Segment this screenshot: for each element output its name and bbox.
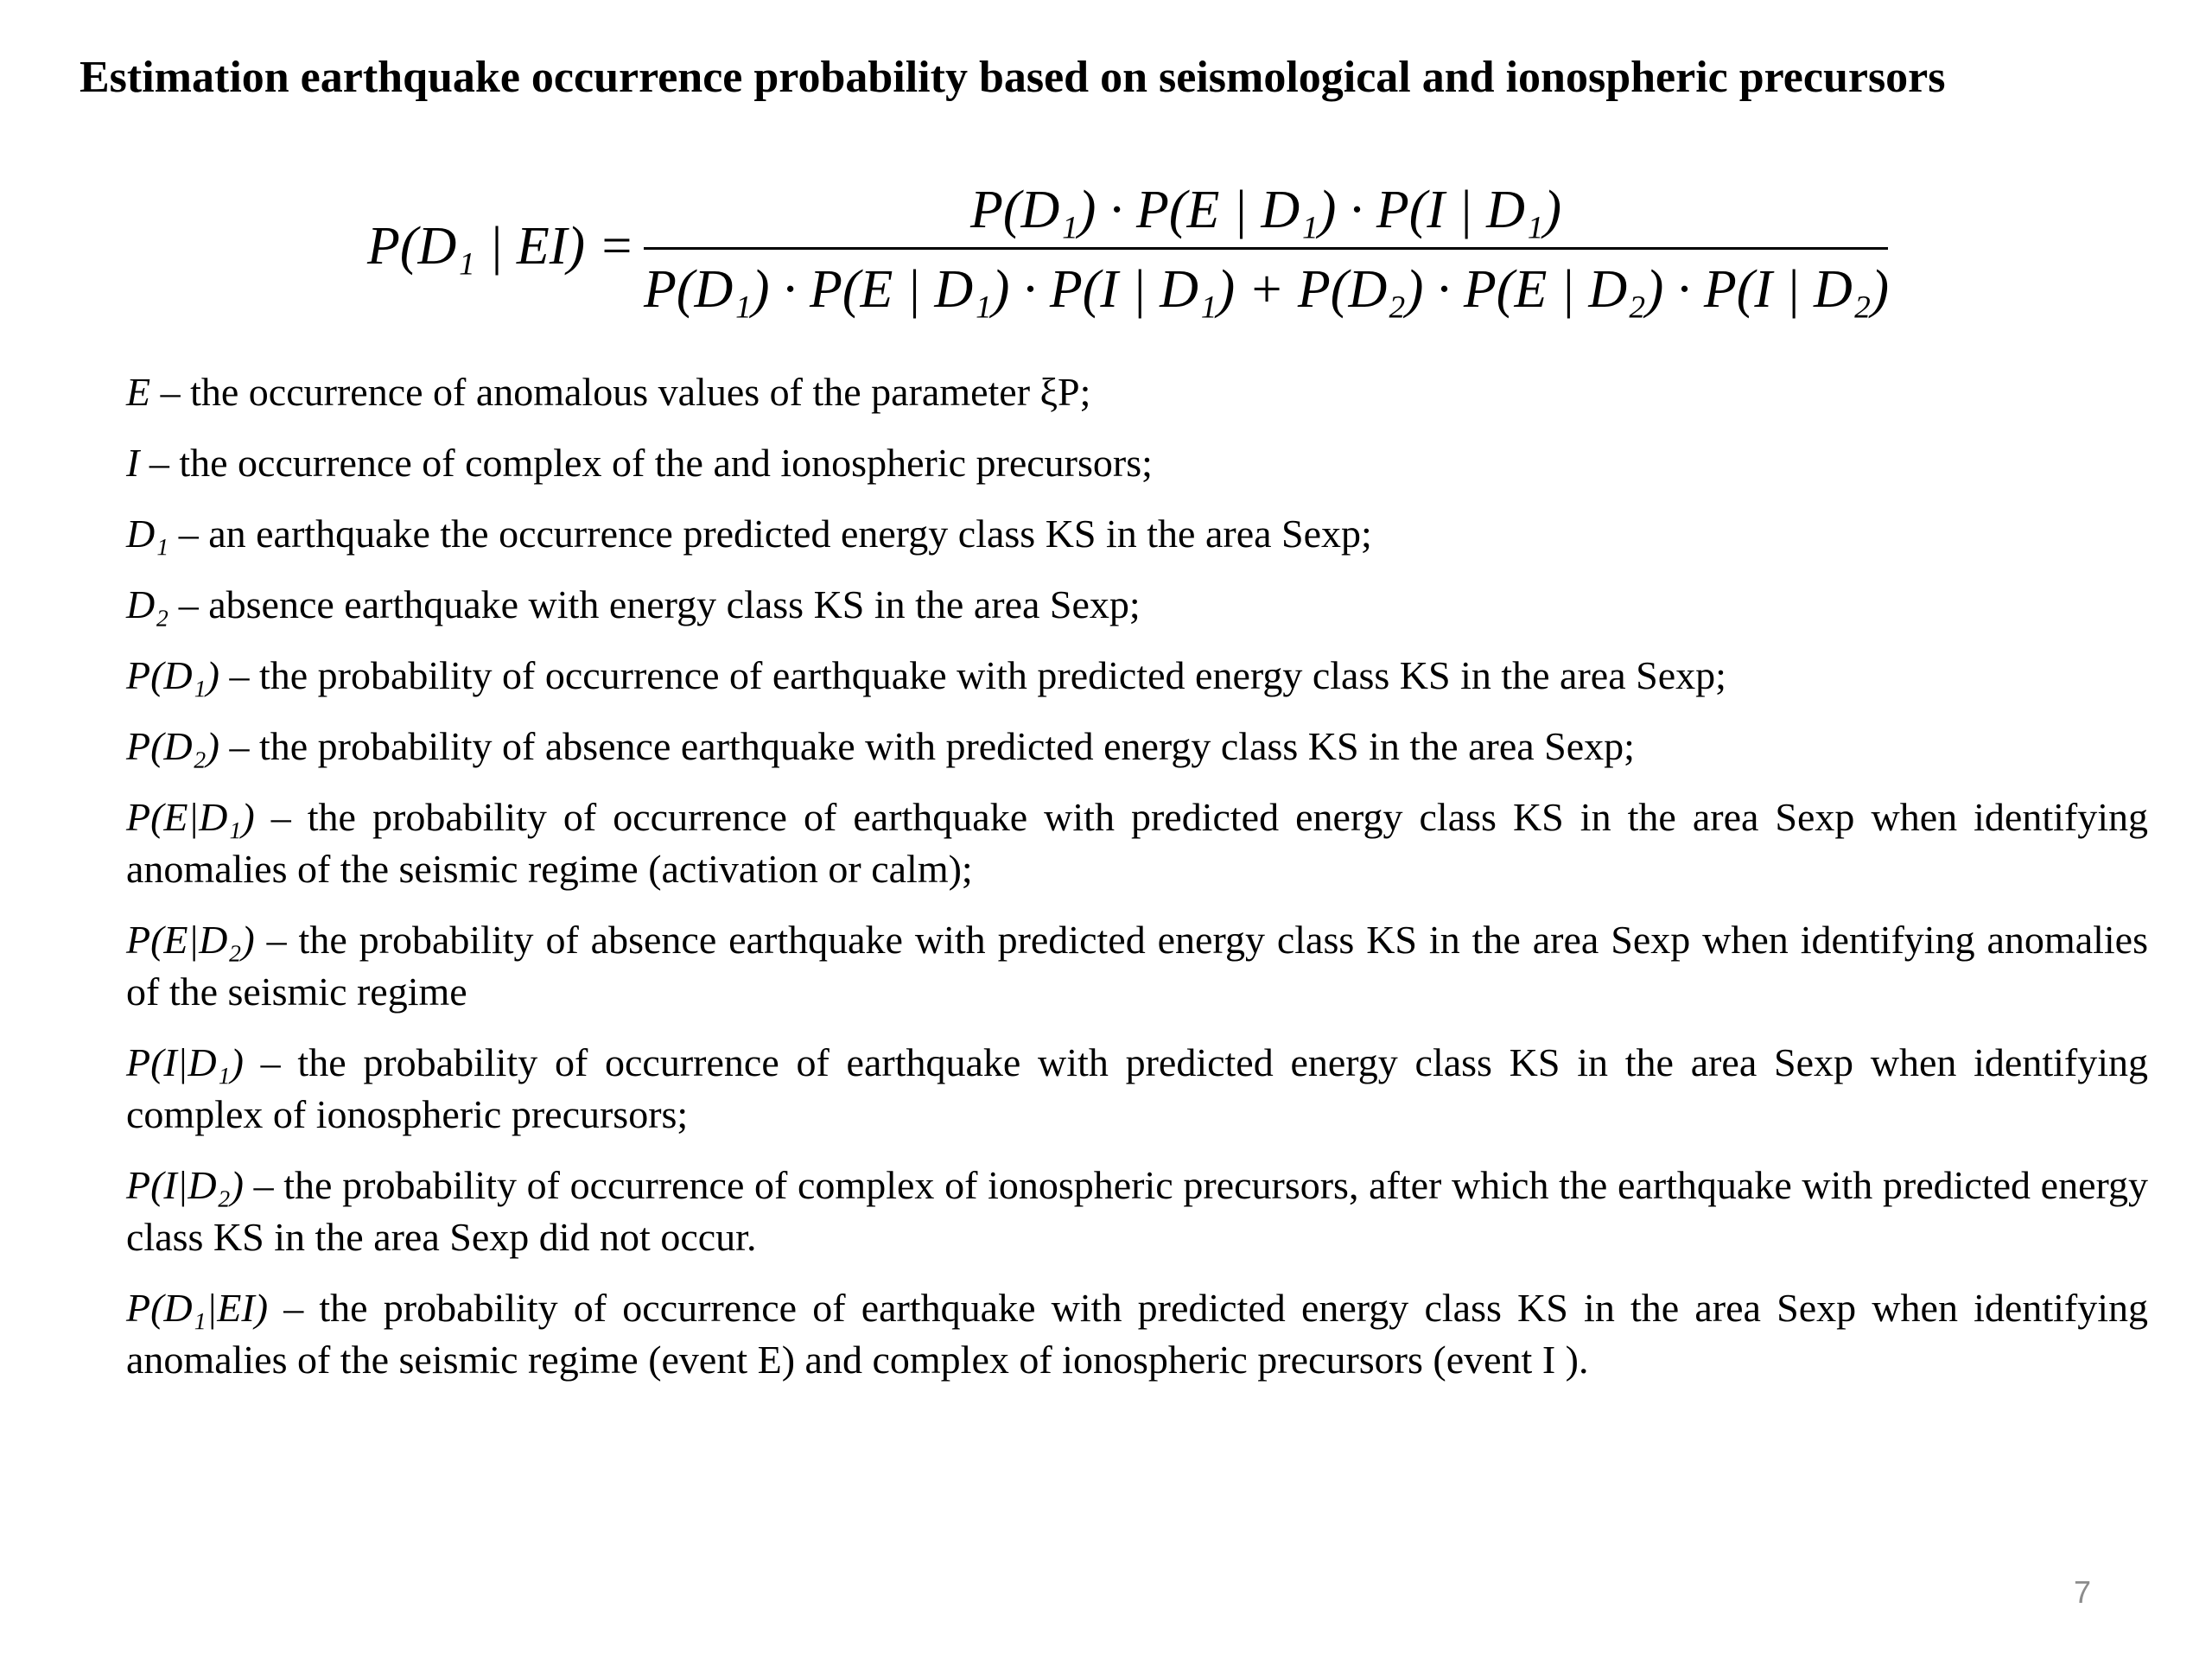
- definition-text: – the occurrence of complex of the and ionospheric precursors;: [139, 441, 1153, 485]
- definition-symbol: P(D₂): [126, 724, 219, 768]
- fraction-bar: [644, 247, 1888, 250]
- definition-symbol: E: [126, 370, 151, 414]
- definition-p-d2: [126, 721, 2148, 772]
- bayes-formula: [367, 173, 1888, 337]
- definition-text: – the occurrence of anomalous values of the parameter ξP;: [150, 370, 1091, 414]
- definition-symbol: P(D₁): [126, 653, 219, 697]
- formula-fraction: [644, 173, 1888, 337]
- definition-text: – the probability of occurrence of earthquake with predicted energy class KS in the area Sexp when identifying anomalies of the seismic regime (event E) and complex of ionospheric precursors (event I ).: [126, 1286, 2148, 1382]
- definition-d1: [126, 508, 2148, 560]
- definition-text: – the probability of occurrence of earthquake with predicted energy class KS in the area Sexp when identifying complex of ionospheric precursors;: [126, 1040, 2148, 1136]
- definition-text: – the probability of absence earthquake with predicted energy class KS in the area Sexp;: [219, 724, 1635, 768]
- definition-text: – an earthquake the occurrence predicted energy class KS in the area Sexp;: [168, 512, 1372, 556]
- definition-symbol: P(E|D₁): [126, 795, 255, 839]
- definition-symbol: I: [126, 441, 140, 485]
- definition-symbol: D₂: [126, 582, 169, 626]
- definition-e: [126, 366, 2148, 418]
- definition-symbol: P(I|D₁): [126, 1040, 244, 1084]
- definition-symbol: P(D₁|EI): [126, 1286, 269, 1330]
- definition-d2: [126, 579, 2148, 631]
- definition-p-e-d1: [126, 791, 2148, 895]
- definition-text: – the probability of absence earthquake with predicted energy class KS in the area Sexp when identifying anomalies of the seismic regime: [126, 918, 2148, 1014]
- page-number: 7: [2073, 1574, 2091, 1610]
- definition-i: [126, 437, 2148, 489]
- definition-p-d1: [126, 650, 2148, 702]
- formula-denominator: P(D₁) · P(E | D₁) · P(I | D₁) + P(D₂) · P(E | D₂) · P(I | D₂): [644, 260, 1890, 319]
- definition-p-e-d2: [126, 914, 2148, 1018]
- definition-p-i-d2: [126, 1160, 2148, 1263]
- definition-p-d1-ei: [126, 1282, 2148, 1386]
- definition-text: – absence earthquake with energy class KS in the area Sexp;: [168, 582, 1141, 626]
- definition-symbol: P(E|D₂): [126, 918, 255, 962]
- definition-text: – the probability of occurrence of earthquake with predicted energy class KS in the area Sexp;: [219, 653, 1726, 697]
- slide-title: Estimation earthquake occurrence probability based on seismological and ionospheric precursors: [79, 53, 1946, 102]
- definition-p-i-d1: [126, 1037, 2148, 1141]
- definition-symbol: P(I|D₂): [126, 1163, 244, 1207]
- formula-lhs: P(D₁ | EI) =: [367, 217, 635, 276]
- formula-numerator: P(D₁) · P(E | D₁) · P(I | D₁): [969, 181, 1562, 239]
- definition-text: – the probability of occurrence of earthquake with predicted energy class KS in the area Sexp when identifying anomalies of the seismic regime (activation or calm);: [126, 795, 2148, 891]
- definition-symbol: D₁: [126, 512, 169, 556]
- definition-text: – the probability of occurrence of complex of ionospheric precursors, after which the earthquake with predicted energy class KS in the area Sexp did not occur.: [126, 1163, 2148, 1259]
- definitions-list: [126, 366, 2148, 1405]
